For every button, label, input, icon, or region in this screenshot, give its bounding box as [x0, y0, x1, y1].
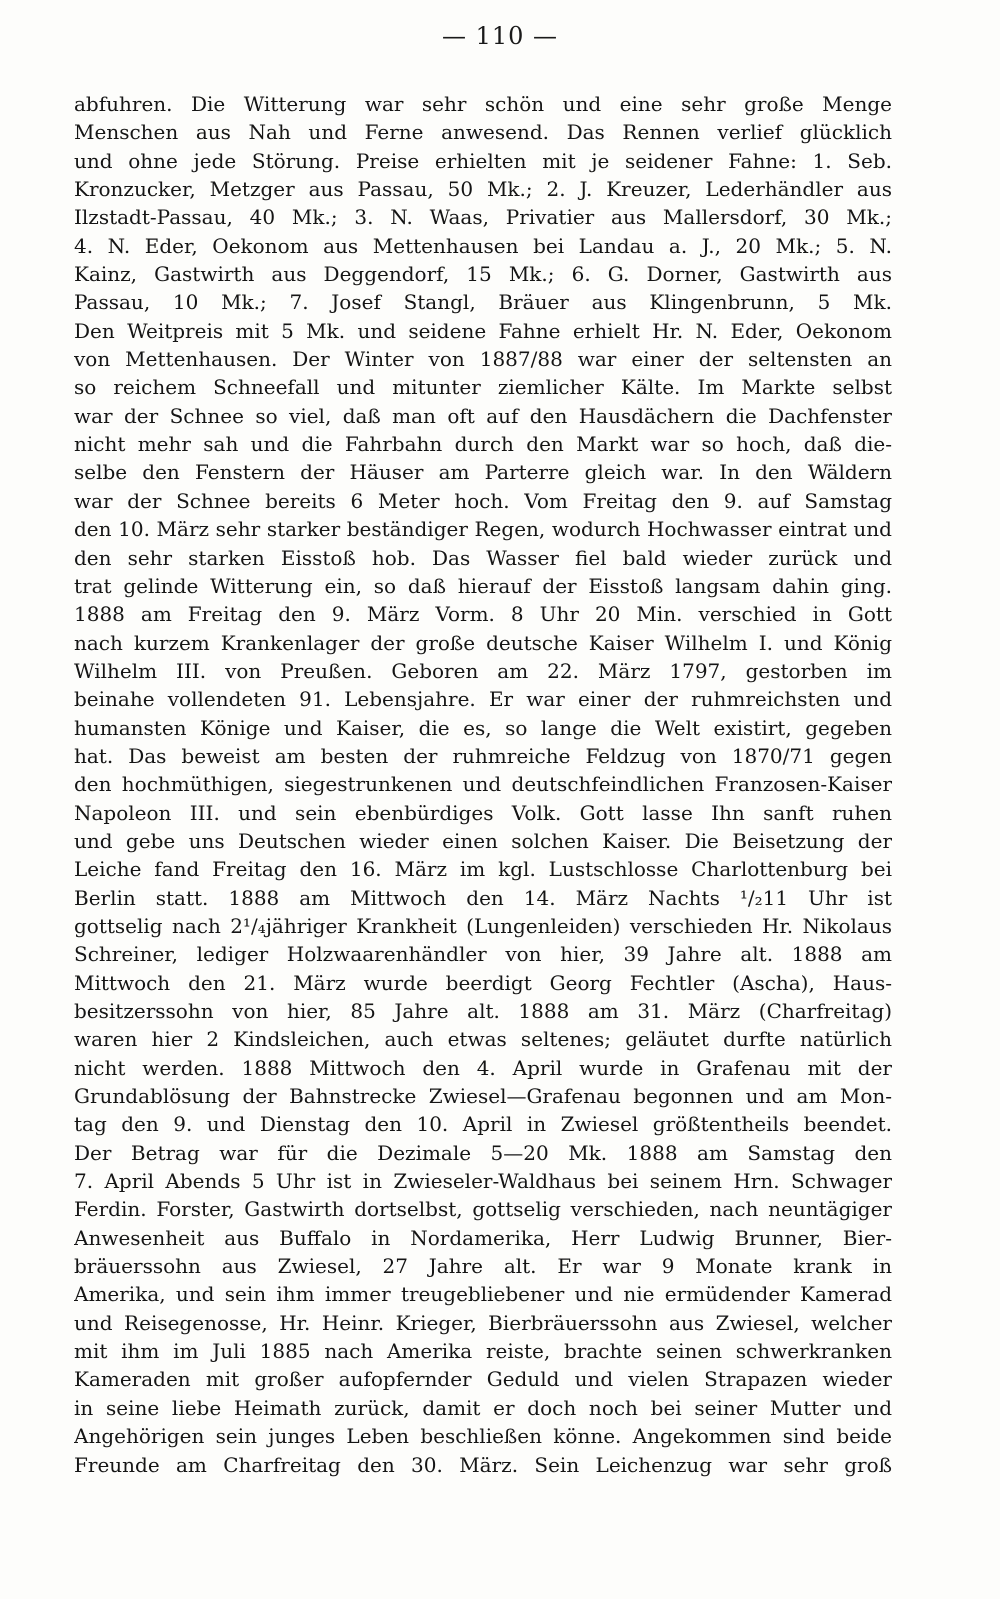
text-line: Amerika, und sein ihm immer treugebliebener und nie ermüdender Kamerad: [74, 1282, 892, 1307]
text-line: abfuhren. Die Witterung war sehr schön und eine sehr große Menge: [74, 92, 892, 116]
text-line: Ilzstadt-Passau, 40 Mk.; 3. N. Waas, Privatier aus Mallersdorf, 30 Mk.;: [74, 205, 892, 230]
text-line: den sehr starken Eisstoß hob. Das Wasser fiel bald wieder zurück und: [74, 545, 892, 570]
text-line: Kronzucker, Metzger aus Passau, 50 Mk.; 2. J. Kreuzer, Lederhändler aus: [74, 177, 892, 202]
text-line: Wilhelm III. von Preußen. Geboren am 22. März 1797, gestorben im: [74, 658, 892, 683]
text-line: 4. N. Eder, Oekonom aus Mettenhausen bei Landau a. J., 20 Mk.; 5. N.: [74, 233, 892, 258]
text-line: so reichem Schneefall und mitunter ziemlicher Kälte. Im Markte selbst: [74, 375, 892, 400]
text-line: Berlin statt. 1888 am Mittwoch den 14. März Nachts ¹/₂11 Uhr ist: [74, 885, 892, 910]
text-line: tag den 9. und Dienstag den 10. April in Zwiesel größtentheils beendet.: [74, 1112, 892, 1137]
text-line: von Mettenhausen. Der Winter von 1887/88 war einer der seltensten an: [74, 347, 892, 372]
text-line: war der Schnee so viel, daß man oft auf den Hausdächern die Dachfenster: [74, 403, 892, 428]
text-line: hat. Das beweist am besten der ruhmreiche Feldzug von 1870/71 gegen: [74, 743, 892, 768]
text-line: Anwesenheit aus Buffalo in Nordamerika, Herr Ludwig Brunner, Bier-: [74, 1225, 892, 1250]
text-line: Leiche fand Freitag den 16. März im kgl. Lustschlosse Charlottenburg bei: [74, 857, 892, 882]
text-line: selbe den Fenstern der Häuser am Parterre gleich war. In den Wäldern: [74, 460, 892, 485]
text-line: Schreiner, lediger Holzwaarenhändler von hier, 39 Jahre alt. 1888 am: [74, 942, 892, 967]
text-line: Grundablösung der Bahnstrecke Zwiesel—Grafenau begonnen und am Mon-: [74, 1084, 892, 1109]
text-line: und ohne jede Störung. Preise erhielten mit je seidener Fahne: 1. Seb.: [74, 148, 892, 173]
text-line: mit ihm im Juli 1885 nach Amerika reiste, brachte seinen schwerkranken: [74, 1339, 892, 1364]
text-line: Mittwoch den 21. März wurde beerdigt Georg Fechtler (Ascha), Haus-: [74, 970, 892, 995]
text-line: bräuerssohn aus Zwiesel, 27 Jahre alt. Er war 9 Monate krank in: [74, 1254, 892, 1279]
text-line: gottselig nach 2¹/₄jähriger Krankheit (Lungenleiden) verschieden Hr. Nikolaus: [74, 913, 892, 938]
text-line: in seine liebe Heimath zurück, damit er doch noch bei seiner Mutter und: [74, 1395, 892, 1420]
text-line: 7. April Abends 5 Uhr ist in Zwieseler-Waldhaus bei seinem Hrn. Schwager: [74, 1169, 892, 1194]
text-line: und Reisegenosse, Hr. Heinr. Krieger, Bierbräuerssohn aus Zwiesel, welcher: [74, 1310, 892, 1335]
text-line: den 10. März sehr starker beständiger Regen, wodurch Hochwasser eintrat und: [74, 517, 892, 542]
text-line: und gebe uns Deutschen wieder einen solchen Kaiser. Die Beisetzung der: [74, 828, 892, 853]
text-line: Napoleon III. und sein ebenbürdiges Volk. Gott lasse Ihn sanft ruhen: [74, 800, 892, 825]
text-line: beinahe vollendeten 91. Lebensjahre. Er war einer der ruhmreichsten und: [74, 687, 892, 712]
text-line: Angehörigen sein junges Leben beschließen könne. Angekommen sind beide: [74, 1424, 892, 1449]
body-text: [74, 90, 892, 1479]
text-line: trat gelinde Witterung ein, so daß hierauf der Eisstoß langsam dahin ging.: [74, 573, 892, 598]
text-line: nicht mehr sah und die Fahrbahn durch den Markt war so hoch, daß die-: [74, 432, 892, 457]
text-line: Menschen aus Nah und Ferne anwesend. Das Rennen verlief glücklich: [74, 120, 892, 145]
text-line: nach kurzem Krankenlager der große deutsche Kaiser Wilhelm I. und König: [74, 630, 892, 655]
text-line: den hochmüthigen, siegestrunkenen und deutschfeindlichen Franzosen-Kaiser: [74, 772, 892, 797]
page-number: — 110 —: [441, 22, 559, 50]
text-line: 1888 am Freitag den 9. März Vorm. 8 Uhr 20 Min. verschied in Gott: [74, 602, 892, 627]
text-line: Kainz, Gastwirth aus Deggendorf, 15 Mk.; 6. G. Dorner, Gastwirth aus: [74, 262, 892, 287]
text-line: Ferdin. Forster, Gastwirth dortselbst, gottselig verschieden, nach neuntägiger: [74, 1197, 892, 1222]
text-line: Der Betrag war für die Dezimale 5—20 Mk. 1888 am Samstag den: [74, 1140, 892, 1165]
text-line: Freunde am Charfreitag den 30. März. Sein Leichenzug war sehr groß: [74, 1452, 892, 1477]
text-line: nicht werden. 1888 Mittwoch den 4. April wurde in Grafenau mit der: [74, 1055, 892, 1080]
text-line: humansten Könige und Kaiser, die es, so lange die Welt existirt, gegeben: [74, 715, 892, 740]
text-line: waren hier 2 Kindsleichen, auch etwas seltenes; geläutet durfte natürlich: [74, 1027, 892, 1052]
text-line: war der Schnee bereits 6 Meter hoch. Vom Freitag den 9. auf Samstag: [74, 488, 892, 513]
text-line: Passau, 10 Mk.; 7. Josef Stangl, Bräuer aus Klingenbrunn, 5 Mk.: [74, 290, 892, 315]
text-line: Kameraden mit großer aufopfernder Geduld und vielen Strapazen wieder: [74, 1367, 892, 1392]
text-line: Den Weitpreis mit 5 Mk. und seidene Fahne erhielt Hr. N. Eder, Oekonom: [74, 318, 892, 343]
text-line: besitzerssohn von hier, 85 Jahre alt. 1888 am 31. März (Charfreitag): [74, 999, 892, 1023]
